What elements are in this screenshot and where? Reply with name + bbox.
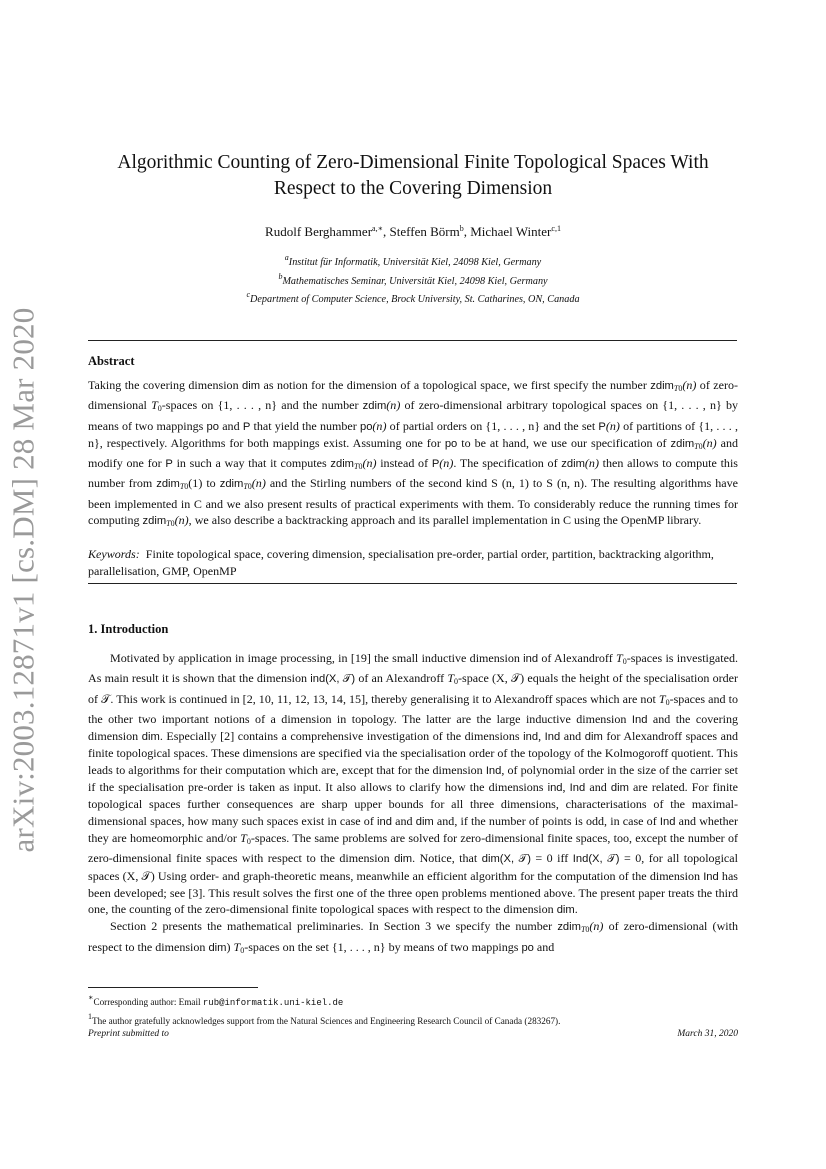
intro-paragraph-1: Motivated by application in image processing, in [19] the small inductive dimension ind of Alexandroff $T_0$-spaces is investigated. As main result it is shown that the dimension ind(X, 𝒯) of an Alexandroff $T_0$-space (X, 𝒯) equals the height of the specialisation order of 𝒯. This work is continued in [2, 10, 11, 12, 13, 14, 15], thereby generalising it to Alexandroff spaces which are not $T_0$-spaces and to the other two important notions of a dimension in topology. The latter are the large inductive dimension Ind and the covering dimension dim. Especially [2] contains a comprehensive investigation of the dimensions ind, Ind and dim for Alexandroff spaces and finite topological spaces. These dimensions are specified via the specialisation order of the topology of the Kolmogoroff quotient. This leads to algorithms for their computation which are, except that for the dimension Ind, of polynomial order in the size of the carrier set if the specialisation pre-order is taken as input. It also allows to clarify how the dimensions ind, Ind and dim are related. For finite topological spaces further consequences are sharp upper bounds for all three dimensions, characterisations of the maximal-dimensional spaces, how many such spaces exist in case of ind and dim and, if the number of points is odd, in case of Ind and whether they are homeomorphic and/or $T_0$-spaces. The same problems are solved for zero-dimensional finite spaces, too, except the number of zero-dimensional finite spaces with respect to the dimension dim. Notice, that dim(X, 𝒯) = 0 iff Ind(X, 𝒯) = 0, for all topological spaces (X, 𝒯) Using order- and graph-theoretic means, meanwhile an efficient algorithm for the computation of the dimension Ind has been developed; see [3]. This result solves the first one of the three open problems mentioned above. The present paper treats the third one, the counting of the zero-dimensional finite topological spaces with respect to the dimension dim.: [88, 651, 739, 917]
author-email-link[interactable]: rub@informatik.uni-kiel.de: [202, 998, 344, 1008]
footnote-funding: $^1$The author gratefully acknowledges support from the Natural Sciences and Engineering Research Council of Canada (283267).: [88, 1012, 561, 1027]
affiliation-b: [88, 270, 738, 289]
author-1: Rudolf Berghammer: [265, 224, 373, 239]
abstract-top-rule: [88, 340, 737, 341]
keywords-label: Keywords:: [88, 547, 140, 562]
footnote-corresponding: ∗Corresponding author: Email rub@informatik.uni-kiel.de: [88, 993, 344, 1008]
affiliation-text: Institut für Informatik, Universität Kiel, 24098 Kiel, Germany: [288, 257, 542, 268]
arxiv-stamp-text: arXiv:2003.12871v1 [cs.DM] 28 Mar 2020: [5, 307, 40, 853]
author-3-mark: c,1: [551, 224, 561, 233]
abstract-paragraph: Taking the covering dimension dim as notion for the dimension of a topological space, we first specify the number zdim$_{T0}$(n) of zero-dimensional $T_0$-spaces on {1, . . . , n} and the number zdim(n) of zero-dimensional arbitrary topological spaces on {1, . . . , n} by means of two mappings po and P that yield the number po(n) of partial orders on {1, . . . , n} and the set P(n) of partitions of {1, . . . , n}, respectively. Algorithms for both mappings exist. Assuming one for po to be at hand, we use our specification of zdim$_{T0}$(n) and modify one for P in such a way that it computes zdim$_{T0}$(n) instead of P(n). The specification of zdim(n) then allows to compute this number from zdim$_{T0}$(1) to zdim$_{T0}$(n) and the Stirling numbers of the second kind S (n, 1) to S (n, n). The resulting algorithms have been implemented in C and we also present results of practical experiments with them. To considerably reduce the running times for computing zdim$_{T0}$(n), we also describe a backtracking approach and its parallel implementation in C using the OpenMP library.: [88, 378, 738, 529]
paper-title: [88, 150, 738, 202]
keywords-text: Finite topological space, covering dimension, specialisation pre-order, partial order, partition, backtracking algorithm, parallelisation, GMP, OpenMP: [88, 547, 714, 578]
affiliations: [88, 251, 738, 307]
footnotes: [88, 991, 738, 1028]
abstract-body: [88, 377, 738, 579]
keywords-line: [88, 546, 738, 579]
affiliation-text: Department of Computer Science, Brock University, St. Catharines, ON, Canada: [250, 294, 580, 305]
submission-date: March 31, 2020: [677, 1029, 738, 1039]
author-2-mark: b: [459, 224, 464, 233]
author-1-mark: a,∗: [372, 224, 384, 233]
author-list: [88, 224, 738, 240]
affiliation-a: [88, 251, 738, 270]
affiliation-mark: a: [284, 253, 289, 262]
footnote-rule: [88, 987, 258, 988]
title-line-1: Algorithmic Counting of Zero-Dimensional Finite Topological Spaces With: [117, 152, 709, 173]
author-2: Steffen Börm: [389, 224, 460, 239]
affiliation-c: [88, 288, 738, 307]
author-separator: ,: [463, 224, 471, 239]
introduction-body: [88, 650, 738, 959]
arxiv-identifier-stamp: [3, 307, 43, 853]
title-line-2: Respect to the Covering Dimension: [273, 178, 553, 199]
affiliation-mark: b: [278, 271, 283, 281]
affiliation-text: Mathematisches Seminar, Universität Kiel, 24098 Kiel, Germany: [282, 275, 548, 287]
preprint-note: Preprint submitted to: [88, 1029, 169, 1039]
intro-paragraph-2: Section 2 presents the mathematical preliminaries. In Section 3 we specify the number zdim$_{T0}$(n) of zero-dimensional (with respect to the dimension dim) $T_0$-spaces on the set {1, . . . , n} by means of two mappings po and: [88, 919, 738, 955]
abstract-bottom-rule: [88, 583, 737, 584]
affiliation-mark: c: [246, 290, 250, 299]
abstract-heading: Abstract: [88, 354, 135, 368]
author-separator: ,: [383, 224, 390, 239]
author-3: Michael Winter: [470, 224, 552, 239]
introduction-heading: 1. Introduction: [88, 622, 169, 636]
